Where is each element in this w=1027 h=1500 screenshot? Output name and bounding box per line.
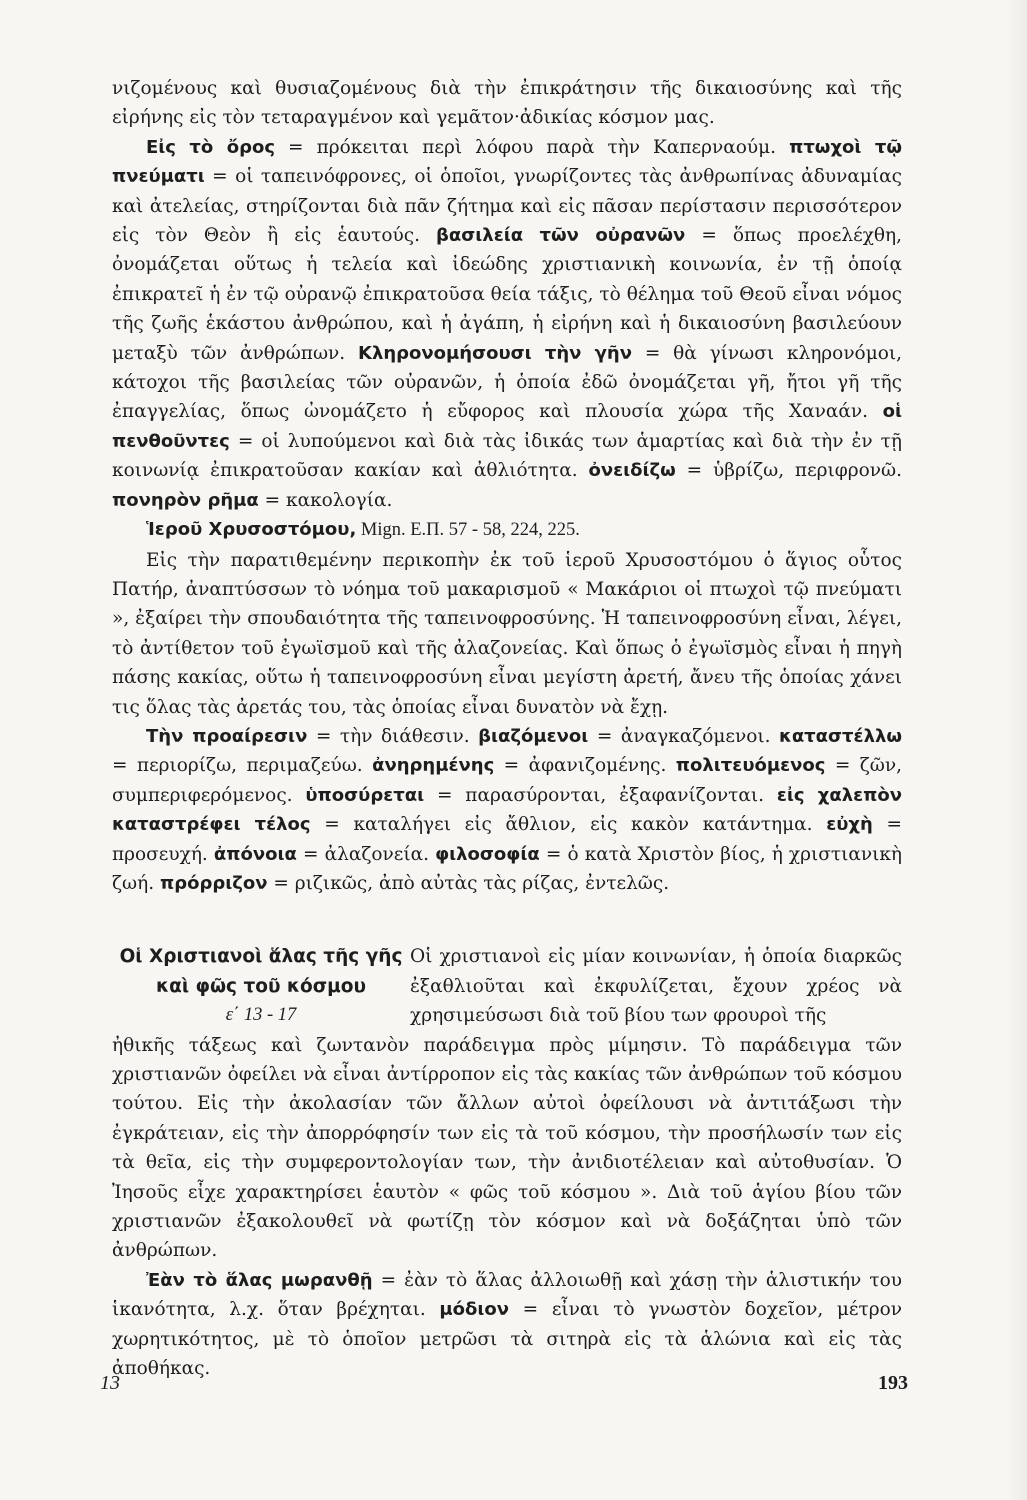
term: Κληρονομήσουσι τὴν γῆν — [358, 342, 632, 364]
section-header-block — [112, 942, 902, 1030]
definition: = οἱ λυπούμενοι καὶ διὰ τὰς ἰδικάς των ἁμαρτίας καὶ διὰ τὴν ἐν τῇ κοινωνίᾳ ἐπικρατοῦσαν κακίαν καὶ ἀθλιότητα. — [112, 430, 902, 482]
definition: = κακολογία. — [258, 489, 393, 511]
definition: = ὑβρίζω, περιφρονῶ. — [675, 460, 902, 482]
definition: = ριζικῶς, ἀπὸ αὐτὰς τὰς ρίζας, ἐντελῶς. — [267, 872, 670, 894]
page-edge-shadow — [1007, 0, 1027, 1500]
term: ἀπόνοια — [213, 843, 297, 865]
term: ὑποσύρεται — [305, 784, 425, 806]
term: μόδιον — [439, 1299, 509, 1321]
paragraph-commentary — [112, 546, 902, 722]
section-reference: ε΄ 13 - 17 — [225, 1005, 297, 1026]
definition: = ζῶν, συμπεριφερόμενος. — [112, 755, 902, 806]
definition: = καταλήγει εἰς ἄθλιον, εἰς κακὸν κατάντημα. — [310, 814, 827, 836]
paragraph-glossary-1 — [112, 133, 902, 515]
section-title — [112, 942, 410, 1030]
source-author: Ἱεροῦ Χρυσοστόμου, — [146, 519, 357, 541]
text-run: νιζομένους καὶ θυσιαζομένους διὰ τὴν ἐπικράτησιν τῆς δικαιοσύνης καὶ τῆς εἰρήνης εἰς τὸν τεταραγμένον καὶ γεμᾶτον·ἀδικίας κόσμον μας. — [112, 78, 902, 129]
definition: = θὰ γίνωσι κληρονόμοι, κάτοχοι τῆς βασιλείας τῶν οὐρανῶν, ἡ ὁποία ἐδῶ ὀνομάζεται γῆ, ἤτοι γῆ τῆς ἐπαγγελίας, ὅπως ὠνομάζετο ἡ εὔφορος καὶ πλουσία χώρα τῆς Χαναάν. — [112, 342, 902, 423]
term: βιαζόμενοι — [478, 725, 589, 747]
term: ὀνειδίζω — [588, 460, 676, 482]
body-text — [112, 74, 902, 1383]
page-number: 193 — [878, 1372, 908, 1394]
term: οἱ πενθοῦντες — [112, 401, 902, 452]
definition: = ἐὰν τὸ ἅλας ἀλλοιωθῇ καὶ χάσῃ τὴν ἁλιστικήν του ἱκανότητα, λ.χ. ὅταν βρέχηται. — [112, 1269, 902, 1321]
definition: = παρασύρονται, ἐξαφανίζονται. — [424, 784, 777, 806]
definition: = ὅπως προελέχθη, ὀνομάζεται οὕτως ἡ τελεία καὶ ἰδεώδης χριστιανικὴ κοινωνία, ἐν τῇ ὁποίᾳ ἐπικρατεῖ ἡ ἐν τῷ οὐρανῷ ἐπικρατοῦσα θεία τάξις, τὸ θέλημα τοῦ Θεοῦ εἶναι νόμος τῆς ζωῆς ἑκάστου ἀνθρώπου, καὶ ἡ ἀγάπη, ἡ εἰρήνη καὶ ἡ δικαιοσύνη βασιλεύουν μεταξὺ τῶν ἀνθρώπων. — [112, 225, 903, 364]
definition: = προσευχή. — [112, 814, 902, 865]
definition: = πρόκειται περὶ λόφου παρὰ τὴν Καπερναούμ. — [275, 136, 790, 158]
signature-mark: 13 — [100, 1372, 120, 1394]
section-title-line: Οἱ Χριστιανοὶ ἅλας τῆς γῆς — [119, 946, 403, 968]
source-reference — [112, 515, 902, 545]
text-run: Οἱ χριστιανοὶ εἰς μίαν κοινωνίαν, ἡ ὁποία διαρκῶς ἐξαθλιοῦται καὶ ἐκφυλίζεται, ἔχουν χρέος νὰ χρησιμεύσωσι διὰ τοῦ βίου των φρουροὶ τῆς — [410, 946, 902, 1027]
section-intro — [410, 942, 902, 1030]
definition: = οἱ ταπεινόφρονες, οἱ ὁποῖοι, γνωρίζοντες τὰς ἀνθρωπίνας ἀδυναμίας καὶ ἀτελείας, στηρίζονται διὰ πᾶν ζήτημα καὶ εἰς πᾶσαν περίστασιν περισσότερον εἰς τὸν Θεὸν ἢ εἰς ἑαυτούς. — [112, 166, 902, 247]
term: πρόρριζον — [159, 872, 268, 894]
term: εὐχὴ — [826, 814, 873, 836]
term: φιλοσοφία — [435, 843, 540, 865]
section-gap — [112, 898, 902, 942]
paragraph-glossary-3 — [112, 1266, 902, 1384]
term: Τὴν προαίρεσιν — [146, 725, 308, 747]
term: Ἐὰν τὸ ἅλας μωρανθῇ — [146, 1269, 373, 1291]
term: εἰς χαλεπὸν καταστρέφει τέλος — [112, 784, 903, 836]
source-citation: Mign. Ε.Π. 57 - 58, 224, 225. — [356, 520, 580, 541]
page-footer — [100, 1372, 908, 1395]
paragraph-section-continuation — [112, 1031, 902, 1266]
term: πολιτευόμενος — [675, 755, 826, 777]
paragraph-glossary-2 — [112, 722, 902, 898]
text-run: ἠθικῆς τάξεως καὶ ζωντανὸν παράδειγμα πρὸς μίμησιν. Τὸ παράδειγμα τῶν χριστιανῶν ὀφείλει νὰ εἶναι ἀντίρροπον εἰς τὰς κακίας τῶν ἀνθρώπων τοῦ κόσμου τούτου. Εἰς τὴν ἀκολασίαν τῶν ἄλλων αὐτοὶ ὀφείλουσι νὰ ἀντιτάξωσι τὴν ἐγκράτειαν, εἰς τὴν ἀπορρόφησίν των εἰς τὰ τοῦ κόσμου, τὴν προσήλωσίν των εἰς τὰ θεῖα, εἰς τὴν συμφεροντολογίαν των, τὴν ἀνιδιοτέλειαν καὶ αὐτοθυσίαν. Ὁ Ἰησοῦς εἶχε χαρακτηρίσει ἑαυτὸν « φῶς τοῦ κόσμου ». Διὰ τοῦ ἁγίου βίου τῶν χριστιανῶν ἐξακολουθεῖ νὰ φωτίζῃ τὸν κόσμον καὶ νὰ δοξάζηται ὑπὸ τῶν ἀνθρώπων. — [112, 1034, 902, 1262]
text-run: Εἰς τὴν παρατιθεμένην περικοπὴν ἐκ τοῦ ἱεροῦ Χρυσοστόμου ὁ ἅγιος οὗτος Πατήρ, ἀναπτύσσων τὸ νόημα τοῦ μακαρισμοῦ « Μακάριοι οἱ πτωχοὶ τῷ πνεύματι », ἐξαίρει τὴν σπουδαιότητα τῆς ταπεινοφροσύνης. Ἡ ταπεινοφροσύνη εἶναι, λέγει, τὸ ἀντίθετον τοῦ ἐγωϊσμοῦ καὶ τῆς ἀλαζονείας. Καὶ ὅπως ὁ ἐγωϊσμὸς εἶναι ἡ πηγὴ πάσης κακίας, οὕτω ἡ ταπεινοφροσύνη εἶναι μεγίστη ἀρετή, ἄνευ τῆς ὁποίας χάνει τις ὅλας τὰς ἀρετάς του, τὰς ὁποίας εἶναι δυνατὸν νὰ ἔχῃ. — [112, 549, 902, 718]
term: πτωχοὶ τῷ πνεύματι — [112, 136, 903, 188]
paragraph-continuation — [112, 74, 902, 133]
term: ἀνηρημένης — [372, 755, 495, 777]
definition: = περιορίζω, περιμαζεύω. — [112, 755, 373, 777]
term: πονηρὸν ρῆμα — [112, 489, 259, 511]
term: βασιλεία τῶν οὐρανῶν — [436, 225, 686, 247]
definition: = ἀφανιζομένης. — [494, 755, 676, 777]
term: Εἰς τὸ ὄρος — [146, 136, 275, 158]
definition: = ἀλαζονεία. — [296, 843, 436, 865]
section-title-line: καὶ φῶς τοῦ κόσμου — [156, 975, 366, 997]
term: καταστέλλω — [779, 725, 902, 747]
definition: = τὴν διάθεσιν. — [307, 725, 479, 747]
definition: = ὁ κατὰ Χριστὸν βίος, ἡ χριστιανικὴ ζωή. — [112, 843, 902, 894]
definition: = ἀναγκαζόμενοι. — [588, 725, 780, 747]
definition: = εἶναι τὸ γνωστὸν δοχεῖον, μέτρον χωρητικότητος, μὲ τὸ ὁποῖον μετρῶσι τὰ σιτηρὰ εἰς τὰ ἁλώνια καὶ εἰς τὰς ἀποθήκας. — [112, 1299, 902, 1380]
